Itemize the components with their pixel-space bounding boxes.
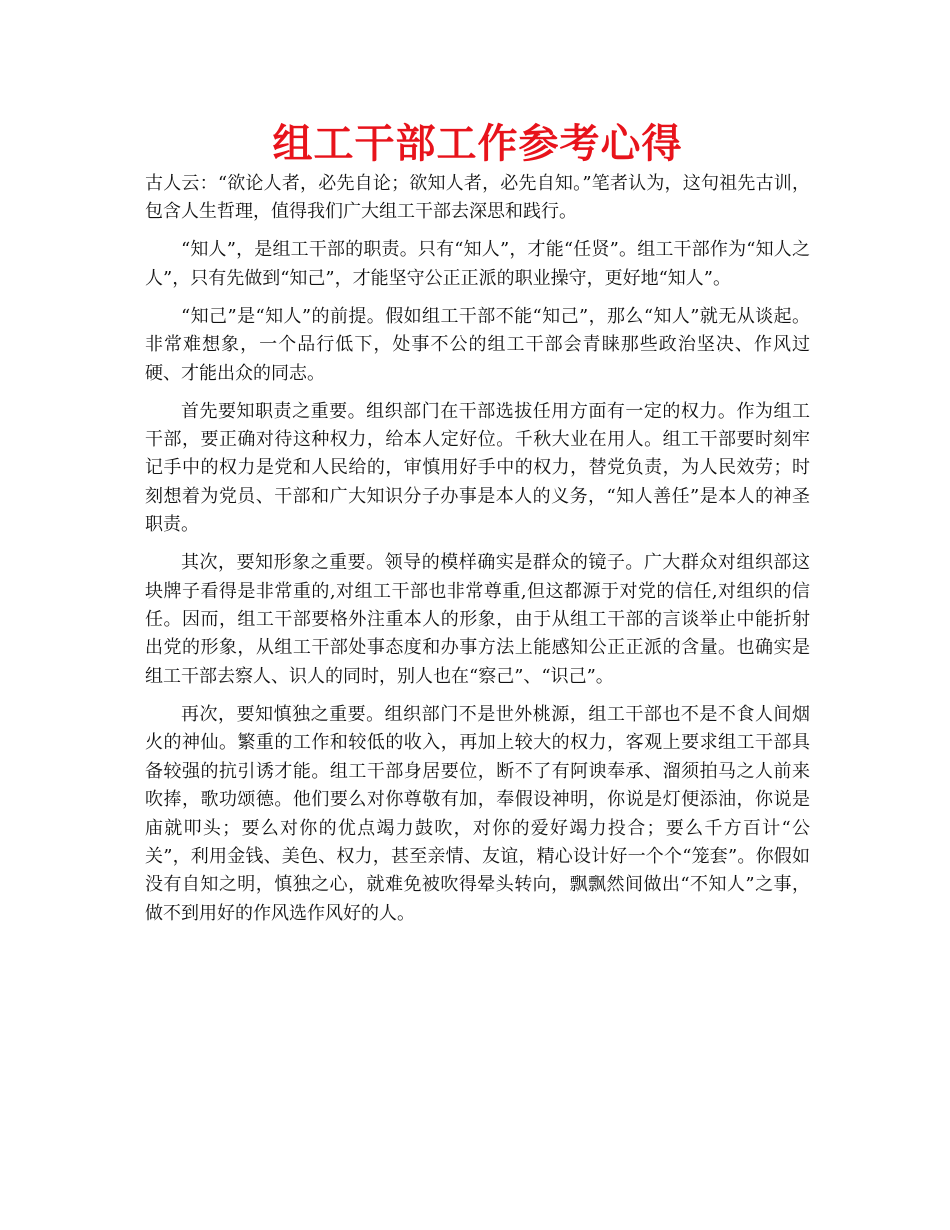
paragraph-zhiren: “知人”，是组工干部的职责。只有“知人”，才能“任贤”。组工干部作为“知人之人”，只有先做到“知己”，才能坚守公正正派的职业操守，更好地“知人”。 bbox=[145, 239, 810, 289]
document-page bbox=[145, 118, 810, 928]
document-title: 组工干部工作参考心得 bbox=[272, 121, 683, 167]
paragraph-first-point: 首先要知职责之重要。组织部门在干部选拔任用方面有一定的权力。作为组工干部，要正确对待这种权力，给本人定好位。千秋大业在用人。组工干部要时刻牢记手中的权力是党和人民给的，审慎用好手中的权力，替党负责，为人民效劳；时刻想着为党员、干部和广大知识分子办事是本人的义务，“知人善任”是本人的神圣职责。 bbox=[145, 400, 810, 536]
paragraph-intro: 古人云：“欲论人者，必先自论；欲知人者，必先自知。”笔者认为，这句祖先古训，包含人生哲理，值得我们广大组工干部去深思和践行。 bbox=[145, 173, 810, 223]
paragraph-third-point: 再次，要知慎独之重要。组织部门不是世外桃源，组工干部也不是不食人间烟火的神仙。繁重的工作和较低的收入，再加上较大的权力，客观上要求组工干部具备较强的抗引诱才能。组工干部身居要位，断不了有阿谀奉承、溜须拍马之人前来吹捧，歌功颂德。他们要么对你尊敬有加，奉假设神明，你说是灯便添油，你说是庙就叩头；要么对你的优点竭力鼓吹，对你的爱好竭力投合；要么千方百计“公关”，利用金钱、美色、权力，甚至亲情、友谊，精心设计好一个个“笼套”。你假如没有自知之明，慎独之心，就难免被吹得晕头转向，飘飘然间做出“不知人”之事，做不到用好的作风选作风好的人。 bbox=[145, 703, 810, 924]
paragraph-second-point: 其次，要知形象之重要。领导的模样确实是群众的镜子。广大群众对组织部这块牌子看得是非常重的,对组工干部也非常尊重,但这都源于对党的信任,对组织的信任。因而，组工干部要格外注重本人的形象，由于从组工干部的言谈举止中能折射出党的形象，从组工干部处事态度和办事方法上能感知公正正派的含量。也确实是组工干部去察人、识人的同时，别人也在“察己”、“识己”。 bbox=[145, 552, 810, 687]
paragraph-zhiji: “知己”是“知人”的前提。假如组工干部不能“知己”，那么“知人”就无从谈起。非常难想象，一个品行低下，处事不公的组工干部会青睐那些政治坚决、作风过硬、才能出众的同志。 bbox=[145, 305, 810, 384]
